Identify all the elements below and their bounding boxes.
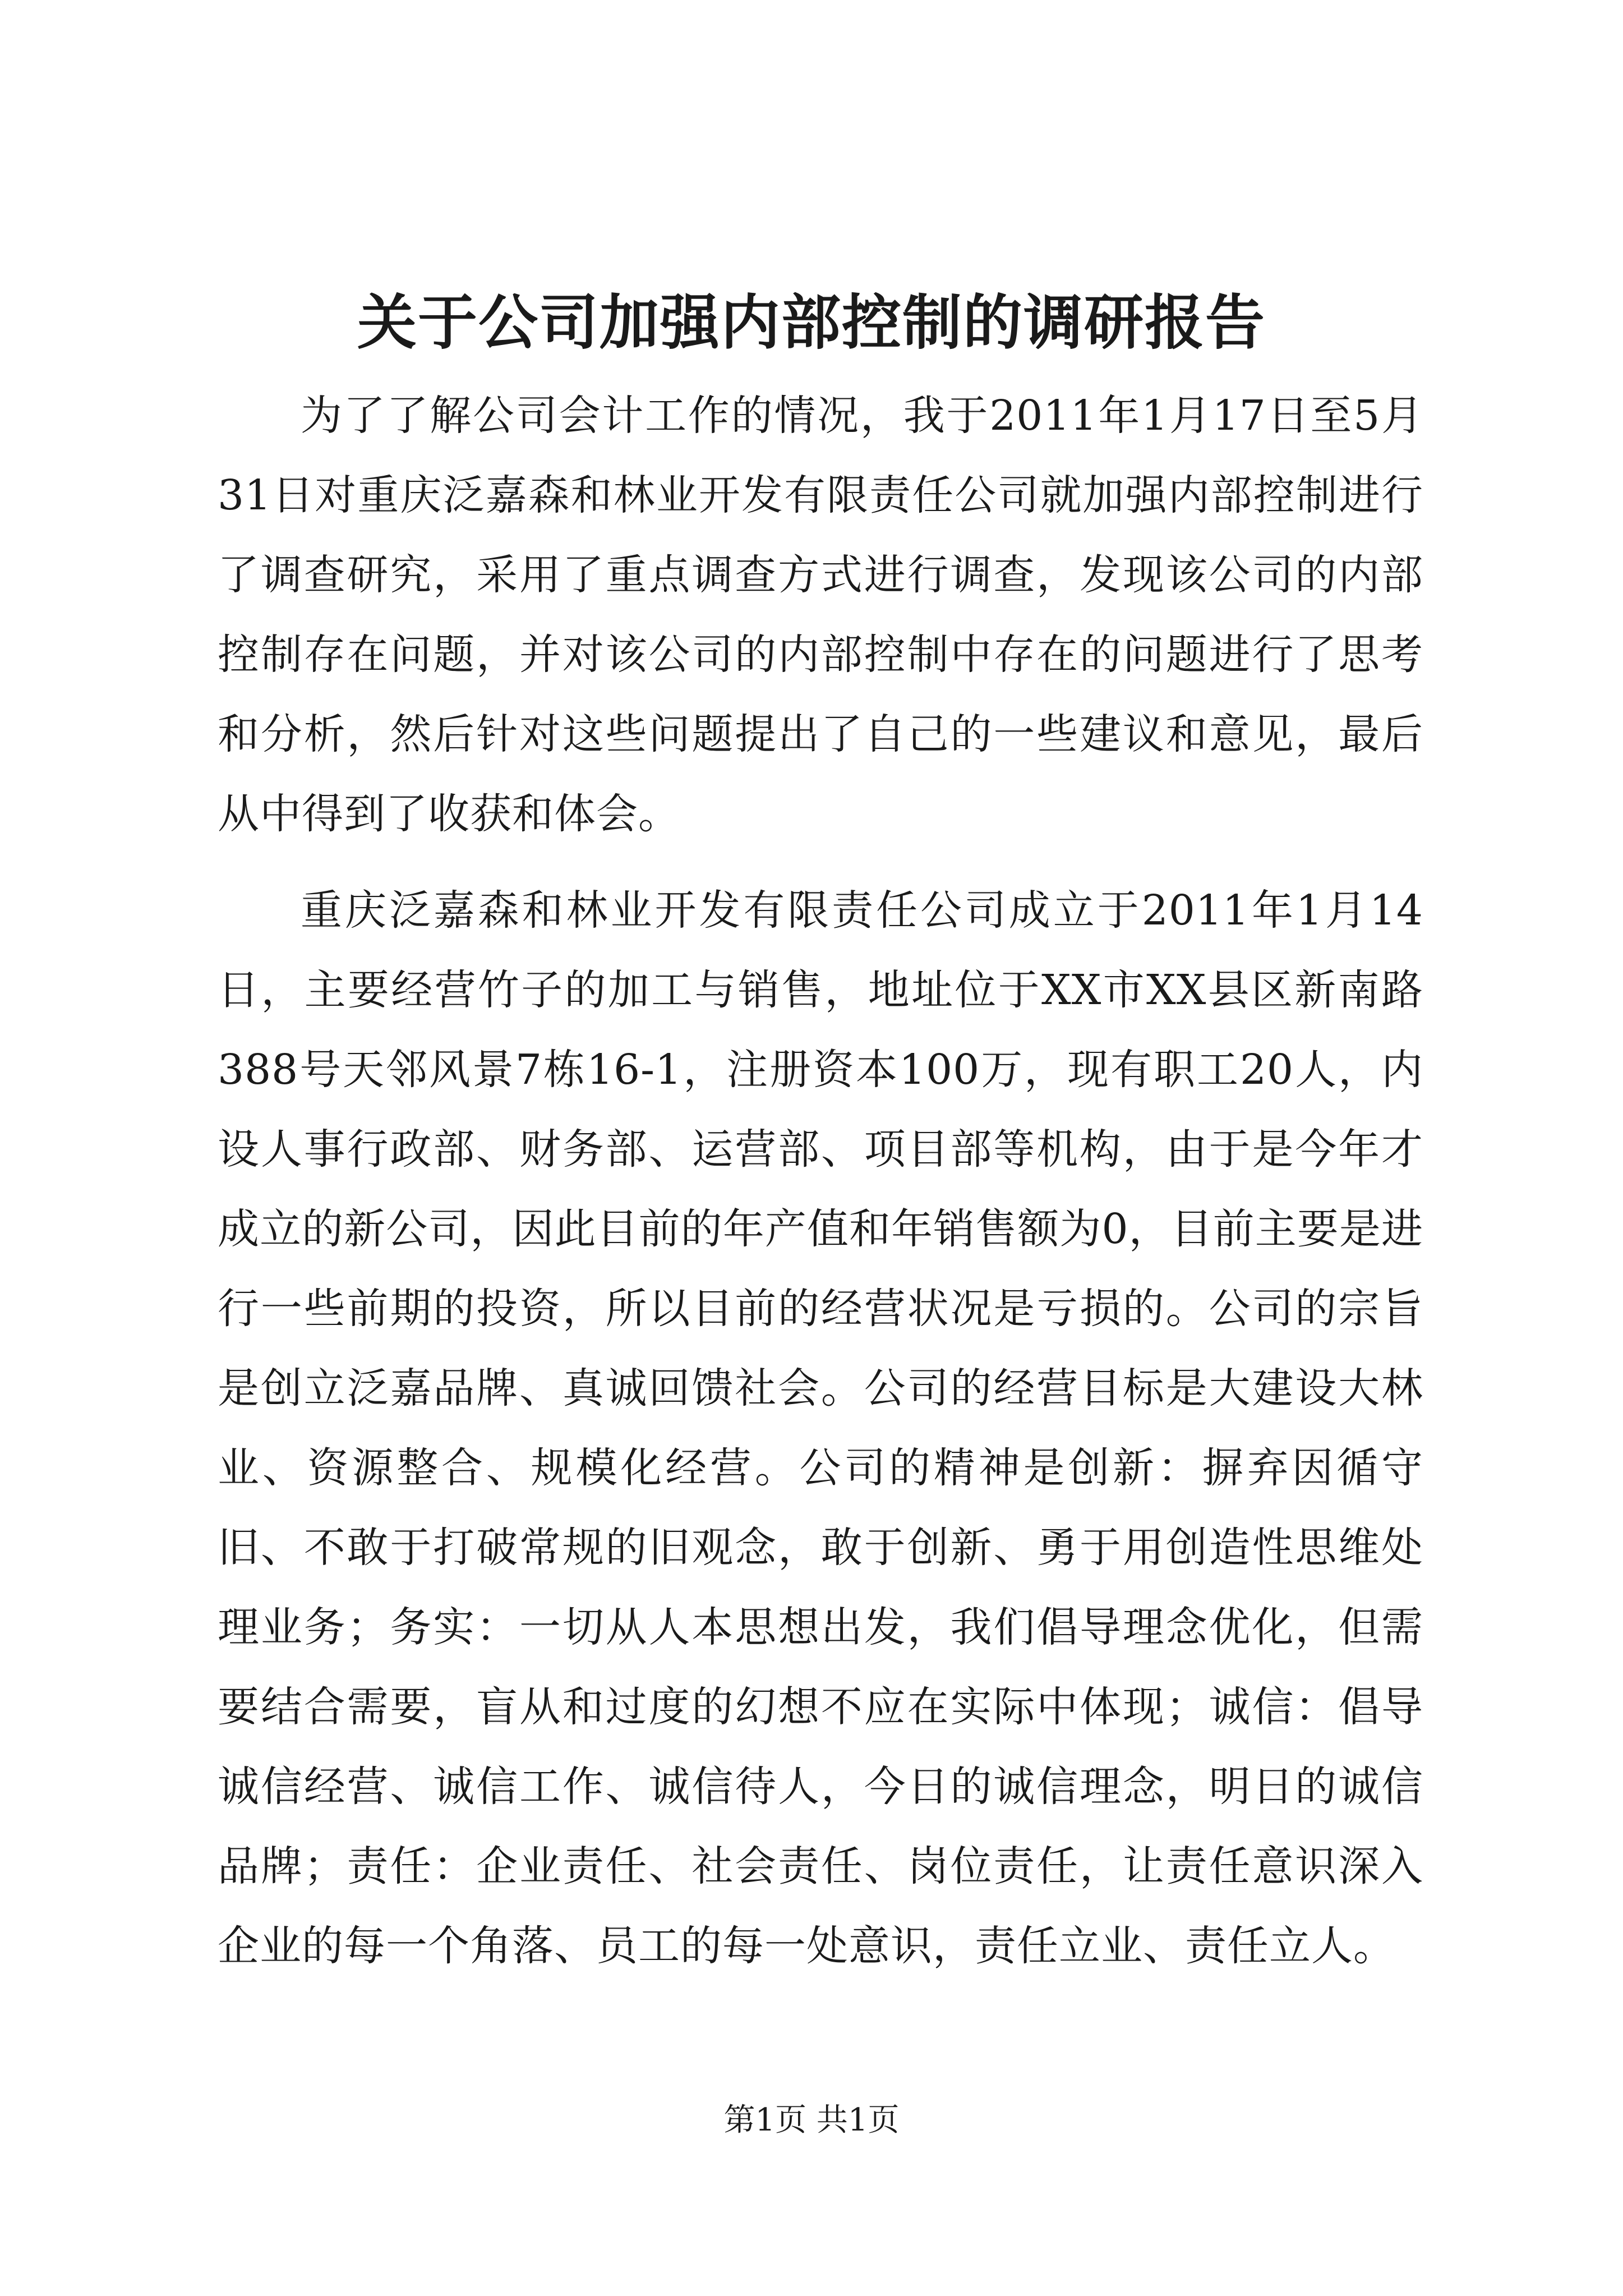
document-body	[218, 376, 1423, 1986]
document-title: 关于公司加强内部控制的调研报告	[357, 287, 1266, 357]
paragraph-company-profile: 重庆泛嘉森和林业开发有限责任公司成立于2011年1月14日，主要经营竹子的加工与销售，地址位于XX市XX县区新南路388号天邻风景7栋16-1，注册资本100万，现有职工20人，内设人事行政部、财务部、运营部、项目部等机构，由于是今年才成立的新公司，因此目前的年产值和年销售额为0，目前主要是进行一些前期的投资，所以目前的经营状况是亏损的。公司的宗旨是创立泛嘉品牌、真诚回馈社会。公司的经营目标是大建设大林业、资源整合、规模化经营。公司的精神是创新：摒弃因循守旧、不敢于打破常规的旧观念，敢于创新、勇于用创造性思维处理业务；务实：一切从人本思想出发，我们倡导理念优化，但需要结合需要，盲从和过度的幻想不应在实际中体现；诚信：倡导诚信经营、诚信工作、诚信待人，今日的诚信理念，明日的诚信品牌；责任：企业责任、社会责任、岗位责任，让责任意识深入企业的每一个角落、员工的每一处意识，责任立业、责任立人。	[218, 886, 1423, 1970]
paragraph-intro: 为了了解公司会计工作的情况，我于2011年1月17日至5月31日对重庆泛嘉森和林业开发有限责任公司就加强内部控制进行了调查研究，采用了重点调查方式进行调查，发现该公司的内部控制存在问题，并对该公司的内部控制中存在的问题进行了思考和分析，然后针对这些问题提出了自己的一些建议和意见，最后从中得到了收获和体会。	[218, 392, 1423, 838]
page-number-footer: 第1页 共1页	[723, 2102, 900, 2138]
